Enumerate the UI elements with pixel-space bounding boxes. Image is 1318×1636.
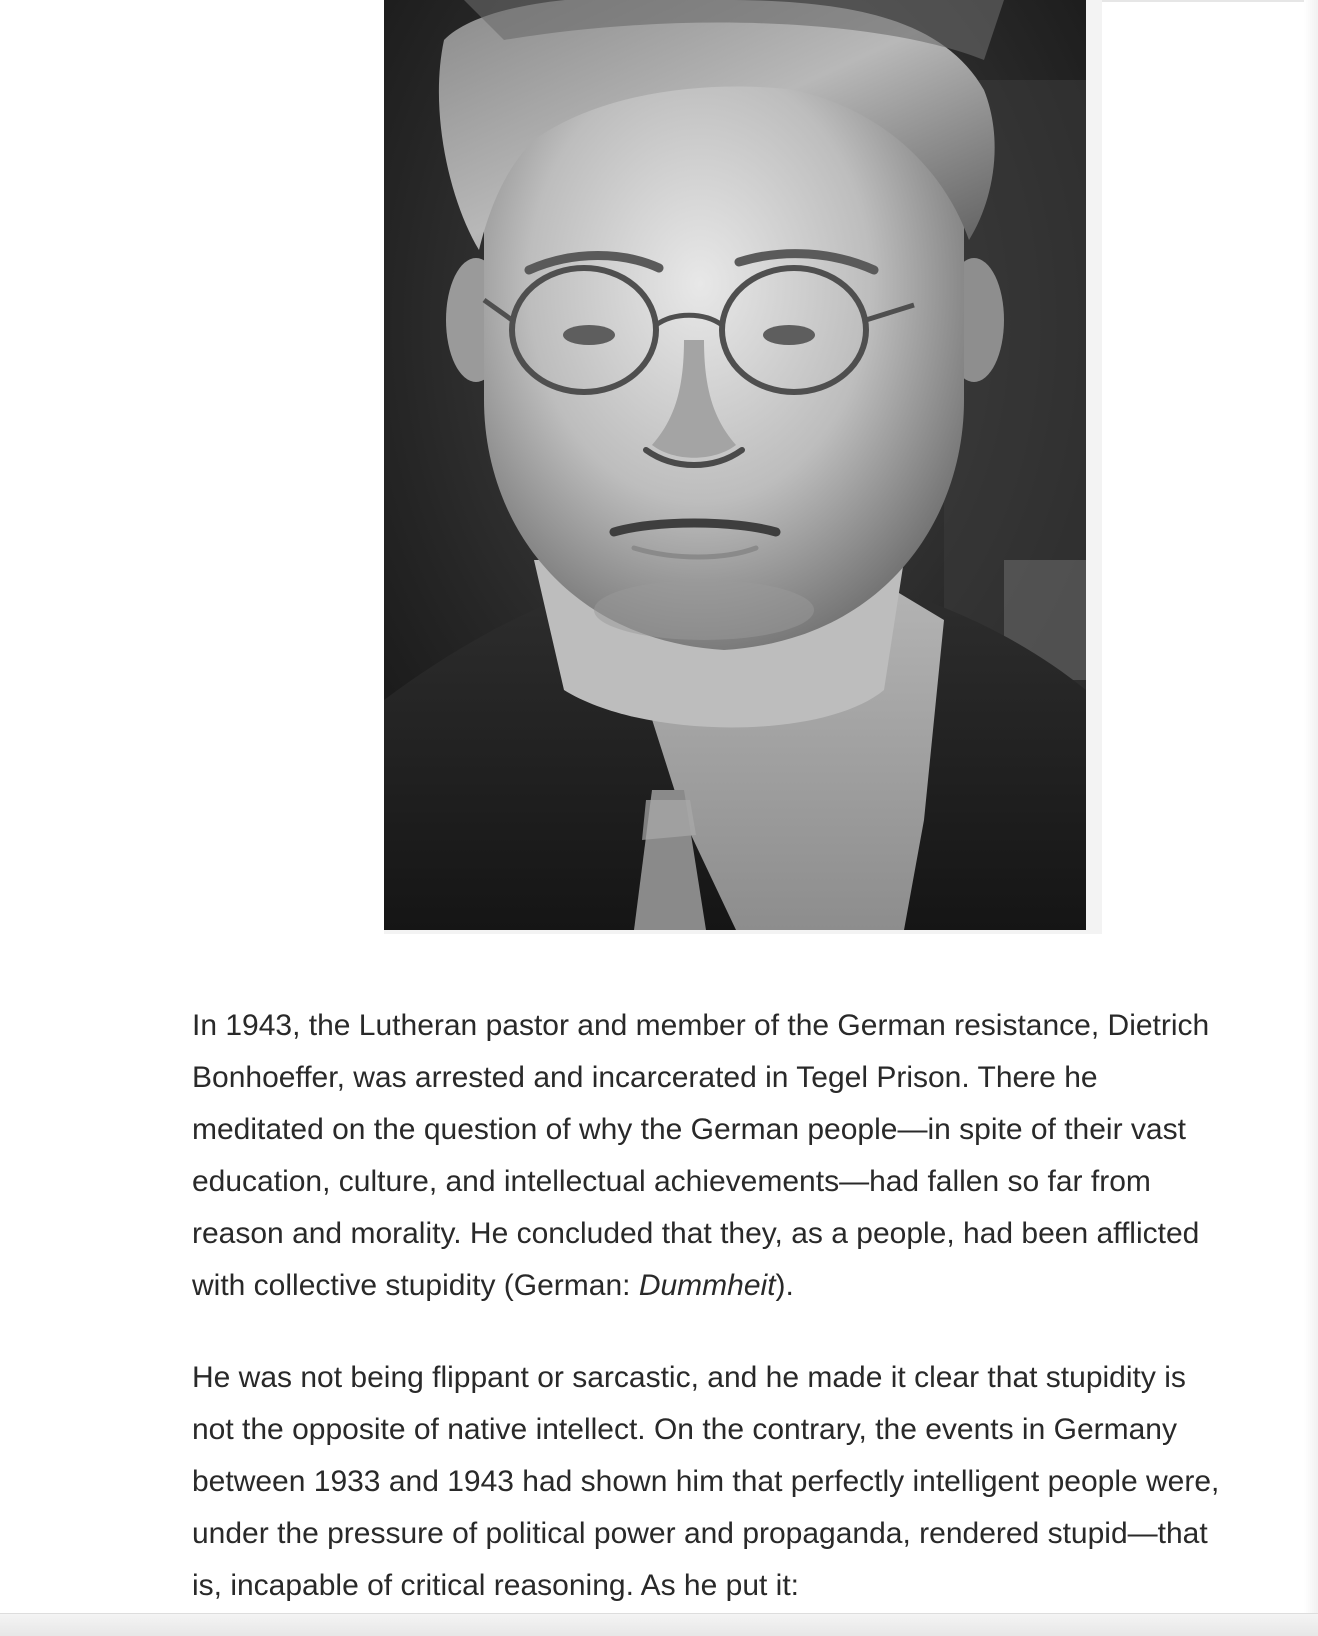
- article-figure: [384, 0, 1102, 934]
- emphasized-term: Dummheit: [638, 1269, 776, 1302]
- portrait-photo: [384, 0, 1086, 930]
- bottom-toolbar: [0, 1613, 1318, 1636]
- article-paragraph: He was not being flippant or sarcastic, and he made it clear that stupidity is not the opposite of native intellect. On the contrary, the events in Germany between 1933 and 1943 had shown him that perfectly intelligent people were, under the pressure of political power and propaganda, rendered stupid—that is, incapable of critical reasoning. As he put it:: [192, 1361, 1220, 1602]
- scroll-edge: [1304, 0, 1318, 1636]
- paragraph-suffix: ).: [775, 1269, 794, 1302]
- article-body: [192, 1000, 1292, 1612]
- article-paragraph: [192, 1000, 1292, 1312]
- paragraph-text: In 1943, the Lutheran pastor and member of the German resistance, Dietrich Bonhoeffer, was arrested and incarcerated in Tegel Prison. There he meditated on the question of why the German people—in spite of their vast education, culture, and intellectual achievements—had fallen so far from reason and morality. He concluded that they, as a people, had been afflicted with collective stupidity (German:: [192, 1009, 1210, 1302]
- top-divider: [1100, 0, 1318, 2]
